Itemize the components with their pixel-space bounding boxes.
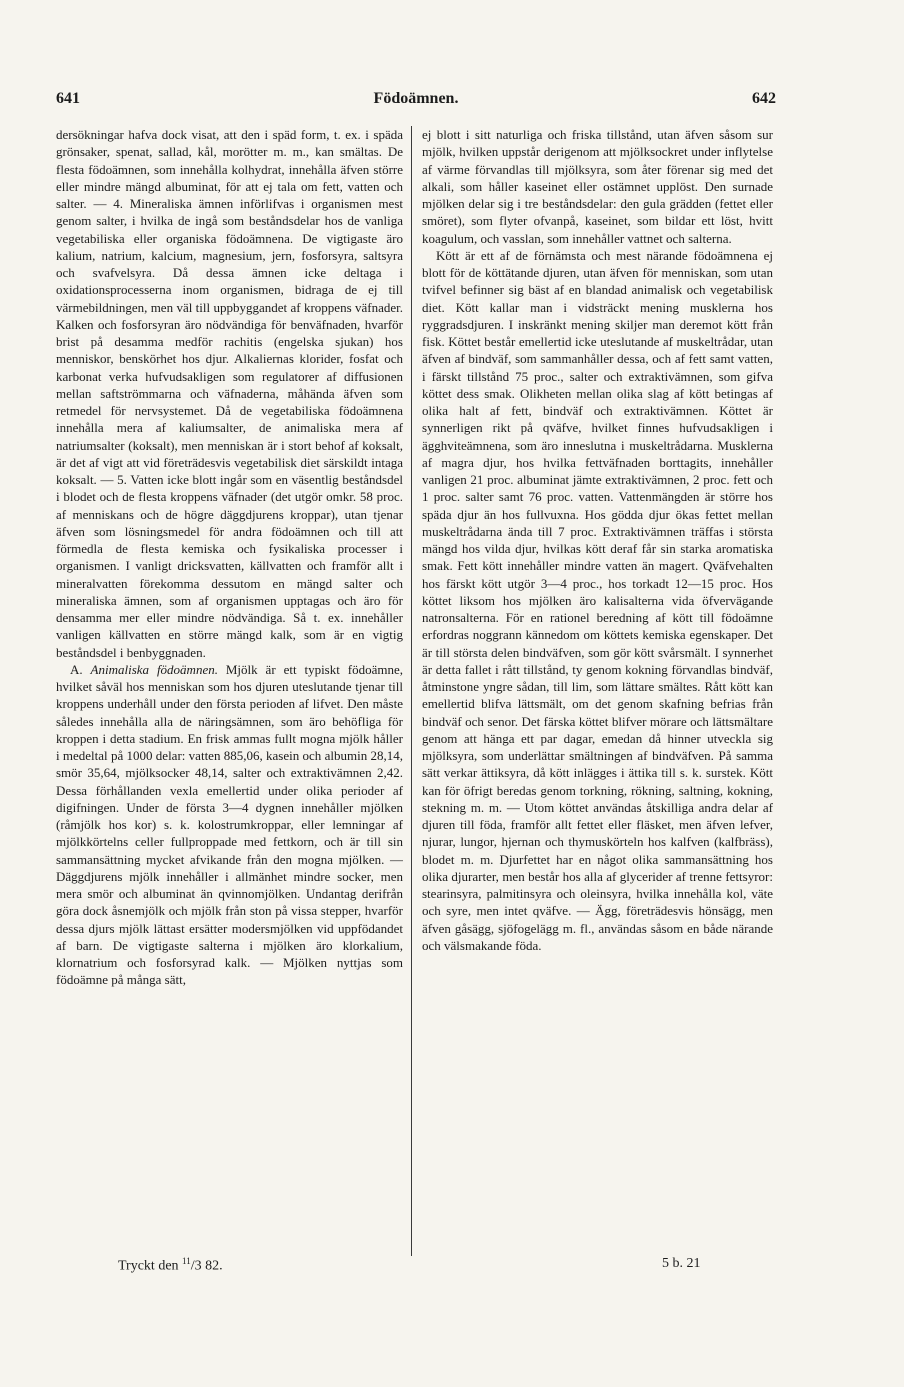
- print-date-sup: 11: [182, 1256, 191, 1266]
- milk-text: Mjölk är ett typiskt födoämne, hvilket såväl hos menniskan som hos djuren uteslutande tjenar till kroppens underhåll under den första perioden af lifvet. Den måste således innehålla alla de näringsämnen, som äro behöfliga för kroppen i detta stadium. En frisk ammas fullt mogna mjölk håller i medeltal på 1000 delar: vatten 885,06, kasein och albumin 28,14, smör 35,64, mjölksocker 48,14, salter och extraktivämnen 2,42. Dessa förhållanden vexla emellertid under olika perioder af digifningen. Under de första 3—4 dygnen innehåller mjölken (råmjölk hos kor) s. k. kolostrumkroppar, eller lemningar af mjölkkörtelns celler fullproppade med fettkorn, och är till sin sammansättning mycket afvikande från den mogna mjölken. — Däggdjurens mjölk innehåller i allmänhet mindre socker, men mera smör och albuminat än qvinnomjölken. Undantag derifrån göra dock åsnemjölk och mjölk från ston på vissa stepper, hvarför dessa djurs mjölk lättast ersätter modersmjölken vid uppfödandet af barn. De vigtigaste salterna i mjölken äro klorkalium, klornatrium och fosforsyrad kalk. — Mjölken nyttjas som födoämne på många sätt,: [56, 661, 403, 988]
- page-header: [56, 90, 776, 112]
- signature-mark: 5 b. 21: [662, 1256, 701, 1271]
- meat-paragraph: Kött är ett af de förnämsta och mest närande födoämnena ej blott för de köttätande djuren, utan äfven för menniskan, som utan tvifvel befinner sig bäst af en blandad animalisk och vegetabilisk diet. Kött kallar man i vidsträckt mening musklerna hos ryggradsdjuren. I inskränkt mening skiljer man deremot kött från fisk. Köttet består emellertid icke uteslutande af muskeltrådar, utan äfven af bindväf, som sammanhåller dessa, och af fett samt vatten, i färskt tillstånd 75 proc., salter och extraktivämnen, som gifva köttet dess smak. Olikheten mellan olika slag af kött betingas af olika halt af fett, bindväf och extraktivämnen. Köttet är synnerligen rikt på qväfve, hvilket finnes hufvudsakligen i ägghviteämnena, som äro inneslutna i muskeltrådarna. Musklerna af magra djur, hos hvilka fettväfnaden borttagits, innehåller vanligen 21 proc. albuminat jämte extraktivämnen, 2 proc. fett och 1 proc. salter samt 76 proc. vatten. Vattenmängden är större hos späda djur än hos fullvuxna. Hos gödda djur ökas fettet mellan muskeltrådarna ända till 7 proc. Extraktivämnen träffas i största mängd hos vilda djur, hvilkas kött deraf får sin starka aromatiska smak. Fett kött innehåller mindre vatten än magert. Qväfvehalten hos färskt kött utgör 3—4 proc., hos torkadt 12—15 proc. Hos köttet liksom hos mjölken äro kalisalterna vida öfvervägande natronsalterna. För en rationel beredning af kött till födoämne erfordras noggrann kännedom om köttets kemiska egenskaper. Det är till största delen bindväfven, som gör kött svårsmält. I synnerhet är detta fallet i rått tillstånd, ty genom kokning förvandlas bindväf, åtminstone yngre sådan, till lim, som lättare smältes. Rått kött kan emellertid blifva lättsmält, om det genom skafning befrias från bindväf och senor. Det färska köttet blifver mörare och lättsmältare genom att hänga ett par dagar, emedan då hinner utveckla sig mjölksyra, som underlättar smältningen af bindväfven. På samma sätt verkar ättiksyra, då kött inlägges i ättika till s. k. surstek. Kött kan för öfrigt beredas genom torkning, rökning, saltning, kokning, stekning m. m. — Utom köttet användas åtskilliga andra delar af djuren till föda, framför allt fettet eller fläsket, men äfven lefver, njurar, lungor, hjernan och thymuskörteln hos kalfven (kalfbräss), blodet m. m. Djurfettet har en något olika sammansättning hos olika djurarter, men består hos alla af glycerider af trenne fettsyror: stearinsyra, palmitinsyra och oleinsyra, hvilka innehålla kol, väte och syre, men intet qväfve. — Ägg, företrädesvis hönsägg, men äfven gåsägg, sjöfogelägg m. fl., användas såsom en både närande och välsmakande föda.: [422, 247, 773, 953]
- right-column: [422, 126, 773, 1256]
- section-label: A.: [70, 661, 83, 677]
- page-number-left: 641: [56, 90, 80, 107]
- left-column: [56, 126, 403, 1256]
- running-title: Födoämnen.: [373, 90, 459, 107]
- animal-foods-paragraph: [56, 661, 403, 989]
- section-heading: Animaliska födoämnen.: [90, 661, 218, 677]
- right-paragraph-continued: ej blott i sitt naturliga och friska tillstånd, utan äfven såsom sur mjölk, hvilken uppstår derigenom att mjölksockret under inflytelse af värme förvandlas till mjölksyra, som åter förenar sig med det alkali, som håller kaseinet eller ostämnet upplöst. Den surnade mjölken delar sig i tre beståndsdelar: den gula grädden (fettet eller smöret), som flyter ofvanpå, kaseinet, som bildar ett löst, hvitt koagulum, och vasslan, som innehåller vattnet och salterna.: [422, 127, 773, 246]
- page-number-right: 642: [752, 90, 776, 107]
- left-paragraph: dersökningar hafva dock visat, att den i späd form, t. ex. i späda grönsaker, spenat, sallad, kål, morötter m. m., kan smältas. De flesta födoämnen, som innehålla kolhydrat, innehålla äfven större eller mindre mängd albuminat, för att ej tala om fett, vatten och salter. — 4. Mineraliska ämnen införlifvas i organismen mest genom salter, i hvilka de ingå som beståndsdelar hos de vanliga vegetabiliska eller organiska födoämnena. De vigtigaste äro kalium, natrium, kalcium, magnesium, jern, fosforsyra, saltsyra och svafvelsyra. Då dessa ämnen icke deltaga i oxidationsprocesserna inom organismen, bidraga de ej till värmebildningen, men väl till uppbyggandet af kroppens väfnader. Kalken och fosforsyran äro nödvändiga för benväfnaden, hvarför brist på desamma medför rachitis (engelska sjukan) hos menniskor, benskörhet hos djur. Alkaliernas klorider, fosfat och karbonat verka hufvudsakligen som regulatorer af diffusionen mellan saftströmmarna och väfnaderna, måhända äfven som retmedel för nervsystemet. Då de vegetabiliska födoämnena innehålla mera af kaliumsalter, de animaliska mera af natriumsalter (koksalt), men menniskan är i stort behof af koksalt, är det af vigt att vid företrädesvis vegetabilisk diet särskildt intaga koksalt. — 5. Vatten icke blott ingår som en väsentlig beståndsdel i blodet och de flesta kroppens väfnader (det utgör omkr. 58 proc. af menniskans och de högre däggdjurens kroppar), utan tjenar äfven som lösningsmedel för andra födoämnen och till att förmedla de flesta kemiska och fysikaliska processer i organismen. I vanligt dricksvatten, källvatten och framför allt i mineralvatten förekomma dessutom en mängd salter och mineraliska ämnen, som af organismen upptagas och äro för densamma mer eller mindre nödvändiga. Så t. ex. innehåller vanligen källvatten en större mängd kalk, som är en vigtig beståndsdel i benbyggnaden.: [56, 127, 403, 660]
- print-date-prefix: Tryckt den: [118, 1258, 179, 1274]
- column-divider: [411, 126, 412, 1256]
- print-date: [118, 1256, 223, 1276]
- print-date-suffix: /3 82.: [190, 1258, 223, 1274]
